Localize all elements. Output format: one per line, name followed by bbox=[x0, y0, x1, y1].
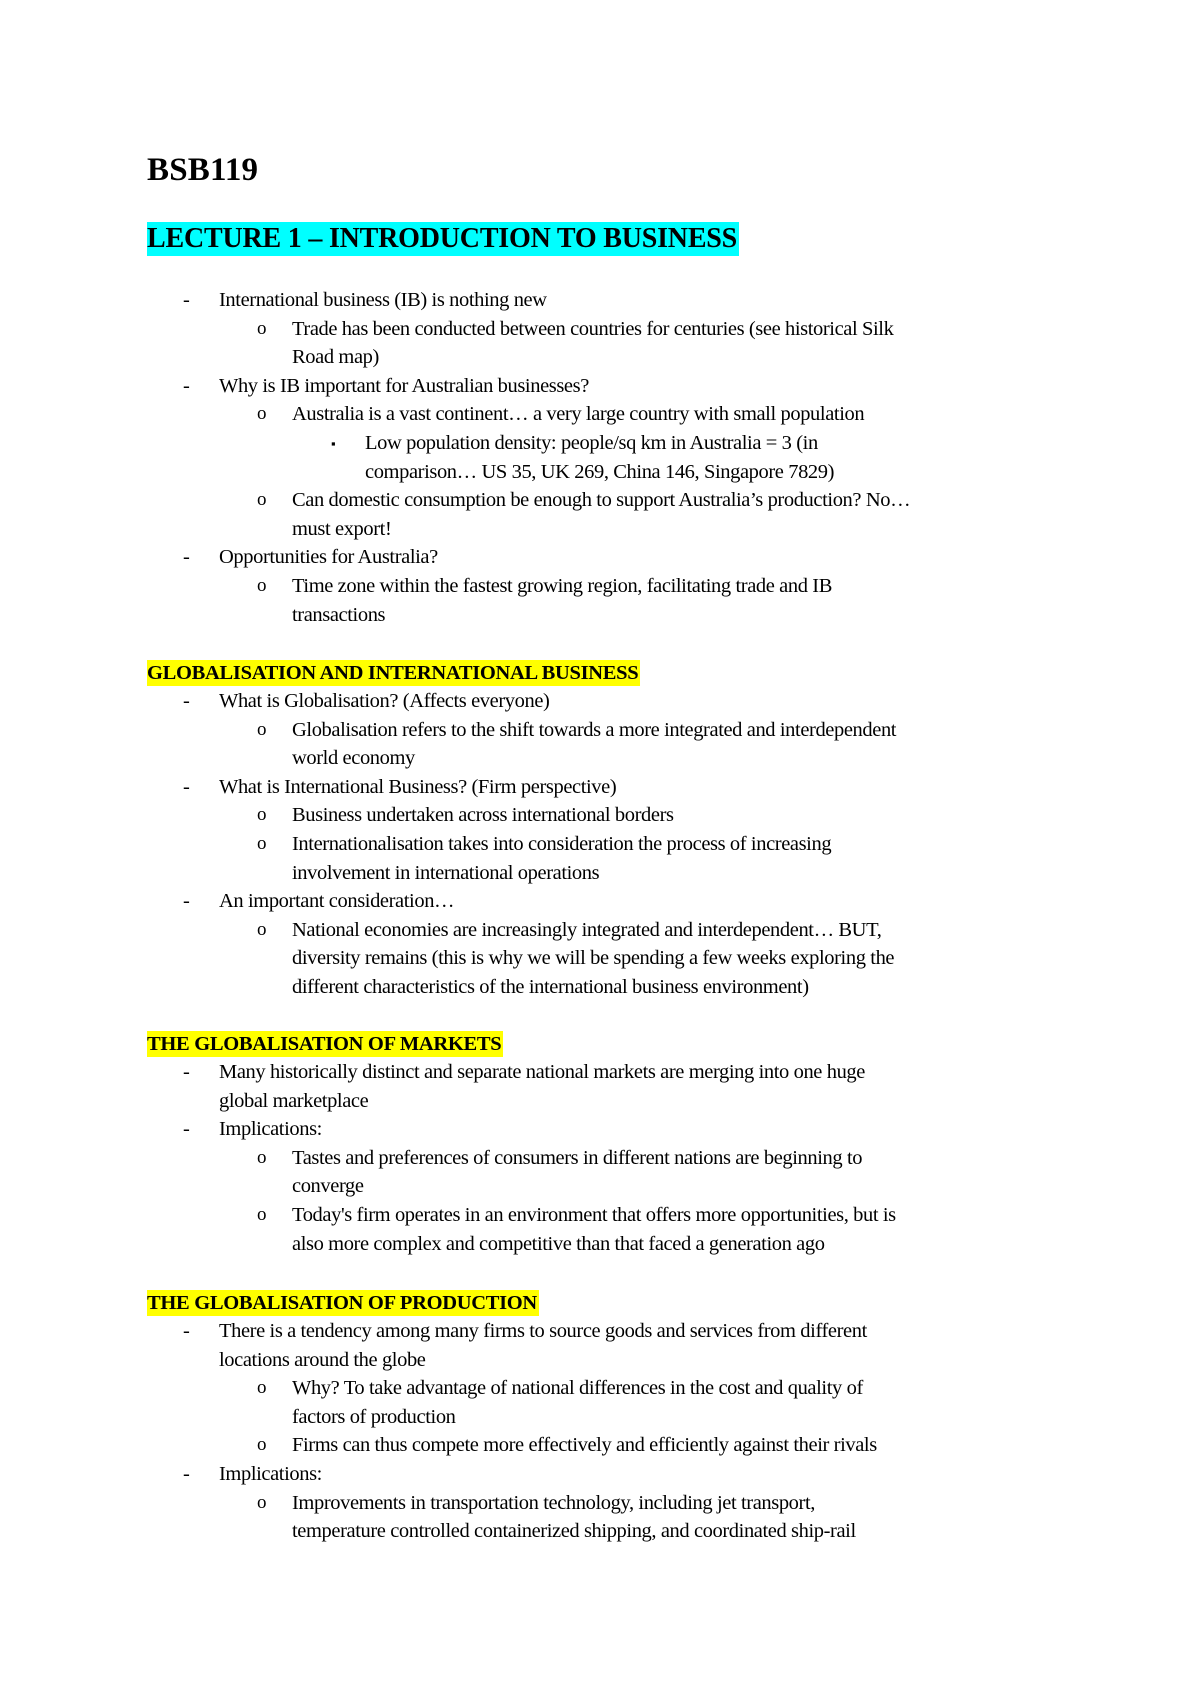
circle-bullet: o bbox=[257, 574, 267, 596]
list-item: o Can domestic consumption be enough to support Australia’s production? No… bbox=[0, 486, 1200, 515]
circle-bullet: o bbox=[257, 489, 267, 511]
list-item: - What is International Business? (Firm perspective) bbox=[0, 773, 1200, 802]
list-item: o Improvements in transportation technology, including jet transport, bbox=[0, 1489, 1200, 1518]
section-heading: THE GLOBALISATION OF MARKETS bbox=[147, 1033, 502, 1055]
circle-bullet: o bbox=[257, 1491, 267, 1513]
dash-bullet: - bbox=[183, 546, 190, 569]
circle-bullet: o bbox=[257, 918, 267, 940]
section-heading: THE GLOBALISATION OF PRODUCTION bbox=[147, 1292, 537, 1314]
list-item: - Opportunities for Australia? bbox=[0, 543, 1200, 572]
list-item-continuation: also more complex and competitive than that faced a generation ago bbox=[292, 1232, 825, 1255]
list-item-continuation: converge bbox=[292, 1175, 364, 1198]
dash-bullet: - bbox=[183, 1118, 190, 1141]
list-item: - There is a tendency among many firms to source goods and services from different bbox=[0, 1317, 1200, 1346]
section-list bbox=[0, 1058, 1200, 1258]
square-bullet: ▪ bbox=[331, 435, 336, 451]
dash-bullet: - bbox=[183, 1320, 190, 1342]
circle-bullet: o bbox=[257, 804, 267, 826]
circle-bullet: o bbox=[257, 1146, 267, 1168]
list-item: - Why is IB important for Australian businesses? bbox=[0, 372, 1200, 401]
dash-bullet: - bbox=[183, 890, 190, 913]
list-item: o Time zone within the fastest growing region, facilitating trade and IB bbox=[0, 572, 1200, 601]
list-item-continuation: different characteristics of the international business environment) bbox=[292, 975, 809, 998]
list-item: o Trade has been conducted between countries for centuries (see historical Silk bbox=[0, 315, 1200, 344]
list-item: - Implications: bbox=[0, 1460, 1200, 1489]
list-item: o Globalisation refers to the shift towards a more integrated and interdependent bbox=[0, 716, 1200, 745]
section-heading: GLOBALISATION AND INTERNATIONAL BUSINESS bbox=[147, 662, 639, 684]
list-item: o Internationalisation takes into consideration the process of increasing bbox=[0, 830, 1200, 859]
list-item: ▪ Low population density: people/sq km in Australia = 3 (in bbox=[0, 429, 1200, 458]
lecture-heading: LECTURE 1 – INTRODUCTION TO BUSINESS bbox=[147, 223, 738, 254]
section-list bbox=[0, 1317, 1200, 1546]
circle-bullet: o bbox=[257, 832, 267, 854]
list-item: - International business (IB) is nothing new bbox=[0, 286, 1200, 315]
list-item: o National economies are increasingly integrated and interdependent… BUT, bbox=[0, 916, 1200, 945]
list-item-continuation: world economy bbox=[292, 747, 415, 770]
list-item-continuation: Road map) bbox=[292, 346, 379, 369]
list-item-continuation: involvement in international operations bbox=[292, 861, 600, 884]
section-list bbox=[0, 687, 1200, 1002]
list-item-continuation: global marketplace bbox=[219, 1089, 369, 1112]
list-item: - Many historically distinct and separate national markets are merging into one huge bbox=[0, 1058, 1200, 1087]
intro-list bbox=[0, 286, 1200, 629]
list-item: o Business undertaken across international borders bbox=[0, 801, 1200, 830]
dash-bullet: - bbox=[183, 1061, 190, 1083]
list-item-continuation: comparison… US 35, UK 269, China 146, Singapore 7829) bbox=[365, 460, 835, 483]
dash-bullet: - bbox=[183, 775, 190, 798]
list-item-continuation: transactions bbox=[292, 603, 386, 626]
list-item: - Implications: bbox=[0, 1115, 1200, 1144]
dash-bullet: - bbox=[183, 1462, 190, 1485]
dash-bullet: - bbox=[183, 374, 190, 397]
circle-bullet: o bbox=[257, 317, 267, 339]
circle-bullet: o bbox=[257, 1377, 267, 1399]
circle-bullet: o bbox=[257, 1203, 267, 1225]
dash-bullet: - bbox=[183, 289, 190, 311]
list-item: o Today's firm operates in an environment that offers more opportunities, but is bbox=[0, 1201, 1200, 1230]
circle-bullet: o bbox=[257, 403, 267, 425]
list-item-continuation: factors of production bbox=[292, 1405, 456, 1428]
list-item: o Why? To take advantage of national differences in the cost and quality of bbox=[0, 1374, 1200, 1403]
dash-bullet: - bbox=[183, 690, 190, 712]
list-item: o Tastes and preferences of consumers in different nations are beginning to bbox=[0, 1144, 1200, 1173]
list-item-continuation: temperature controlled containerized shipping, and coordinated ship-rail bbox=[292, 1520, 856, 1543]
list-item-continuation: must export! bbox=[292, 517, 392, 540]
list-item: - An important consideration… bbox=[0, 887, 1200, 916]
list-item-continuation: diversity remains (this is why we will be spending a few weeks exploring the bbox=[292, 947, 895, 970]
circle-bullet: o bbox=[257, 718, 267, 740]
course-code-title: BSB119 bbox=[147, 152, 259, 188]
list-item: - What is Globalisation? (Affects everyone) bbox=[0, 687, 1200, 716]
list-item: o Australia is a vast continent… a very large country with small population bbox=[0, 400, 1200, 429]
list-item: o Firms can thus compete more effectively and efficiently against their rivals bbox=[0, 1431, 1200, 1460]
circle-bullet: o bbox=[257, 1434, 267, 1456]
list-item-continuation: locations around the globe bbox=[219, 1348, 426, 1371]
